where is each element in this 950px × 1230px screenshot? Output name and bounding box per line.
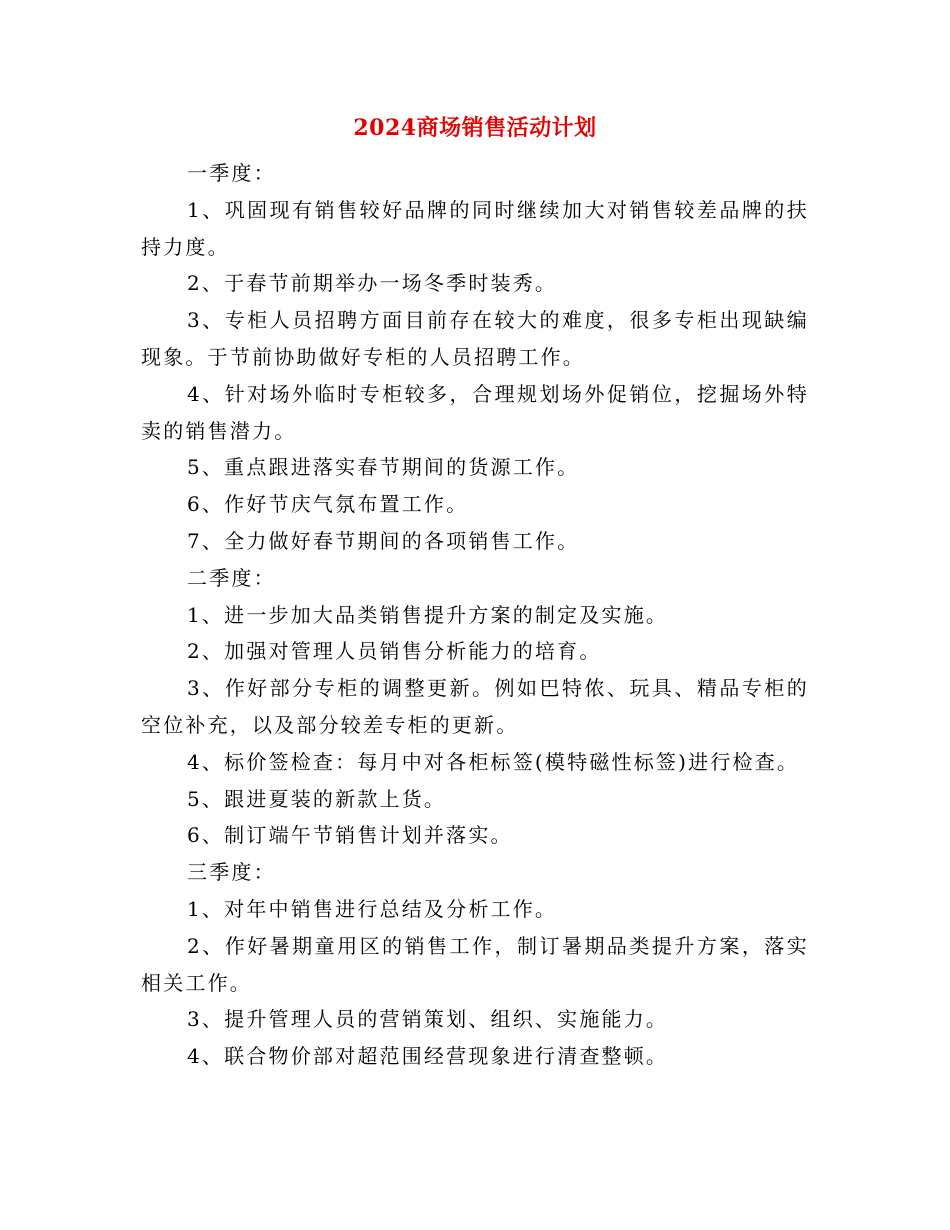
paragraph: 7、全力做好春节期间的各项销售工作。 [187, 528, 580, 553]
document-body [141, 155, 809, 1075]
section-heading-q3: 三季度： [187, 860, 276, 885]
paragraph: 4、联合物价部对超范围经营现象进行清查整顿。 [187, 1044, 669, 1069]
paragraph: 6、制订端午节销售计划并落实。 [187, 823, 513, 848]
paragraph: 2、于春节前期举办一场冬季时装秀。 [187, 271, 558, 296]
paragraph: 2、作好暑期童用区的销售工作，制订暑期品类提升方案，落实相关工作。 [141, 933, 809, 995]
section-heading-q2: 二季度： [187, 565, 276, 590]
paragraph: 4、针对场外临时专柜较多，合理规划场外促销位，挖掘场外特卖的销售潜力。 [141, 381, 809, 443]
document-title: 2024商场销售活动计划 [353, 115, 597, 141]
paragraph: 3、提升管理人员的营销策划、组织、实施能力。 [187, 1007, 669, 1032]
paragraph: 3、专柜人员招聘方面目前存在较大的难度，很多专柜出现缺编现象。于节前协助做好专柜的人员招聘工作。 [141, 308, 809, 369]
paragraph: 6、作好节庆气氛布置工作。 [187, 492, 469, 517]
section-heading-q1: 一季度： [187, 161, 276, 185]
paragraph: 1、进一步加大品类销售提升方案的制定及实施。 [187, 602, 669, 627]
paragraph: 4、标价签检查：每月中对各柜标签(模特磁性标签)进行检查。 [187, 749, 800, 774]
paragraph: 5、重点跟进落实春节期间的货源工作。 [187, 455, 580, 480]
paragraph: 3、作好部分专柜的调整更新。例如巴特侬、玩具、精品专柜的空位补充，以及部分较差专柜的更新。 [141, 676, 809, 737]
paragraph: 5、跟进夏装的新款上货。 [187, 786, 447, 811]
paragraph: 2、加强对管理人员销售分析能力的培育。 [187, 639, 602, 664]
paragraph: 1、对年中销售进行总结及分析工作。 [187, 896, 558, 921]
paragraph: 1、巩固现有销售较好品牌的同时继续加大对销售较差品牌的扶持力度。 [141, 197, 809, 259]
